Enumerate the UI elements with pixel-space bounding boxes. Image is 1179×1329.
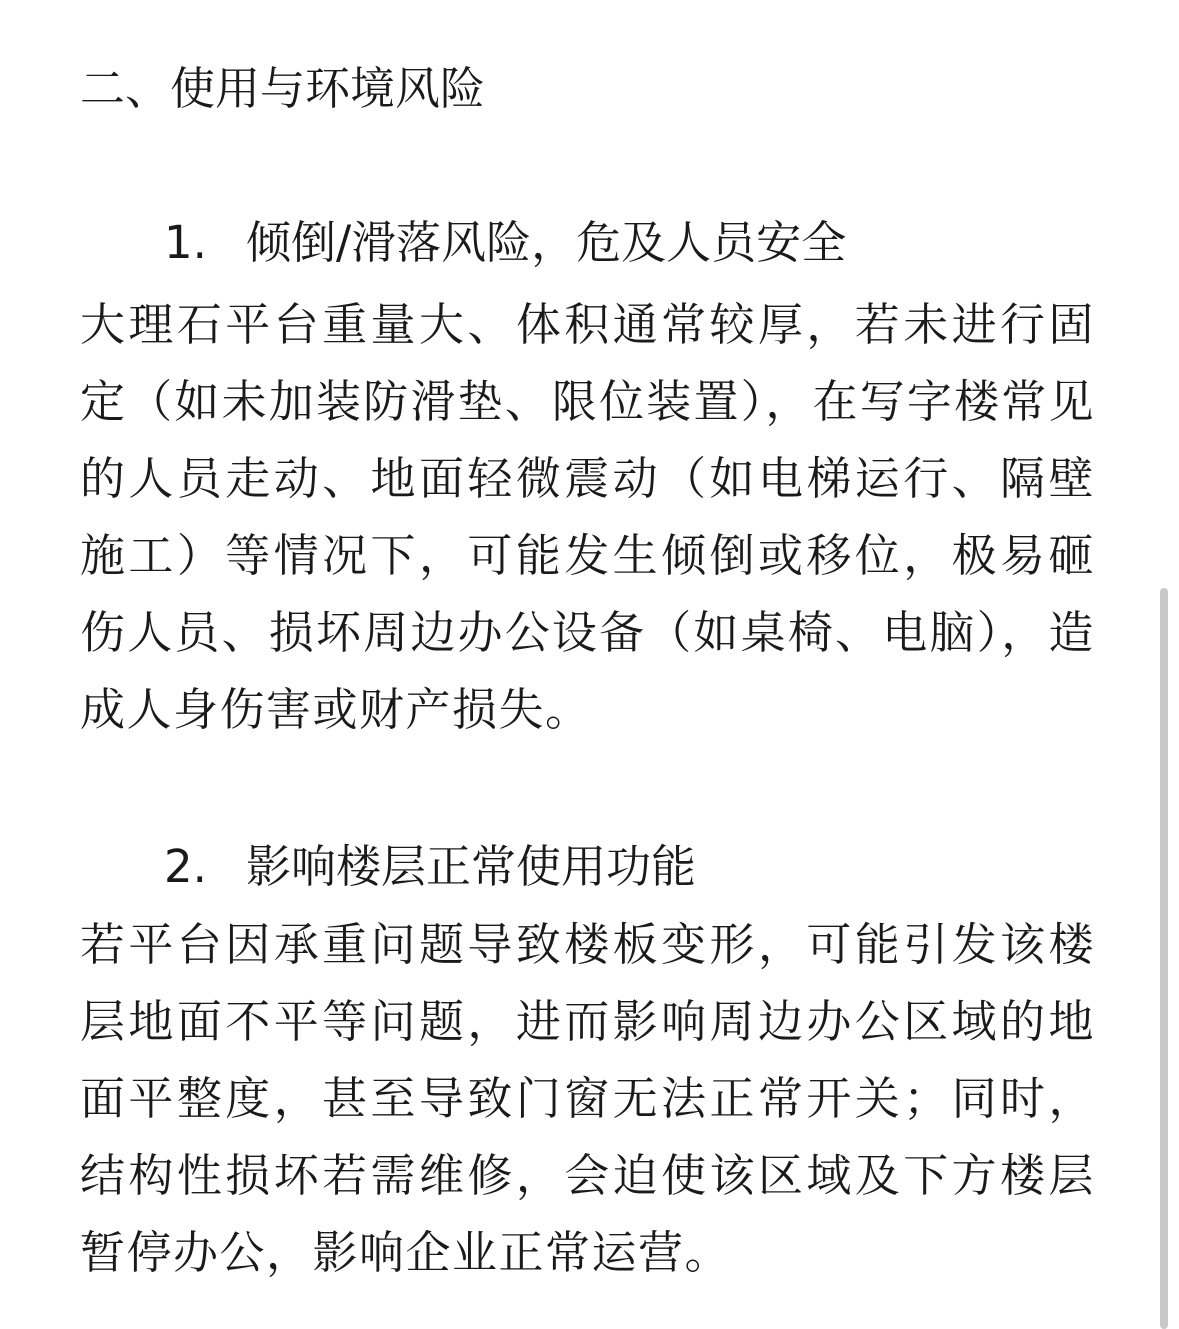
item-body: 大理石平台重量大、体积通常较厚，若未进行固定（如未加装防滑垫、限位装置），在写字楼常见的人员走动、地面轻微震动（如电梯运行、隔壁施工）等情况下，可能发生倾倒或移位，极易砸伤人员、损坏周边办公设备（如桌椅、电脑），造成人身伤害或财产损失。 — [80, 298, 1095, 736]
item-body: 若平台因承重问题导致楼板变形，可能引发该楼层地面不平等问题，进而影响周边办公区域的地面平整度，甚至导致门窗无法正常开关；同时，结构性损坏若需维修，会迫使该区域及下方楼层暂停办公，影响企业正常运营。 — [80, 918, 1095, 1279]
item-number: 2. — [164, 840, 207, 893]
item-title: 倾倒/滑落风险，危及人员安全 — [246, 216, 847, 269]
item-heading — [164, 832, 696, 902]
item-title: 影响楼层正常使用功能 — [246, 840, 697, 893]
item-number: 1. — [164, 216, 207, 269]
item-heading — [164, 208, 846, 278]
section-heading: 二、使用与环境风险 — [80, 62, 486, 115]
scrollbar[interactable] — [1160, 588, 1168, 1329]
